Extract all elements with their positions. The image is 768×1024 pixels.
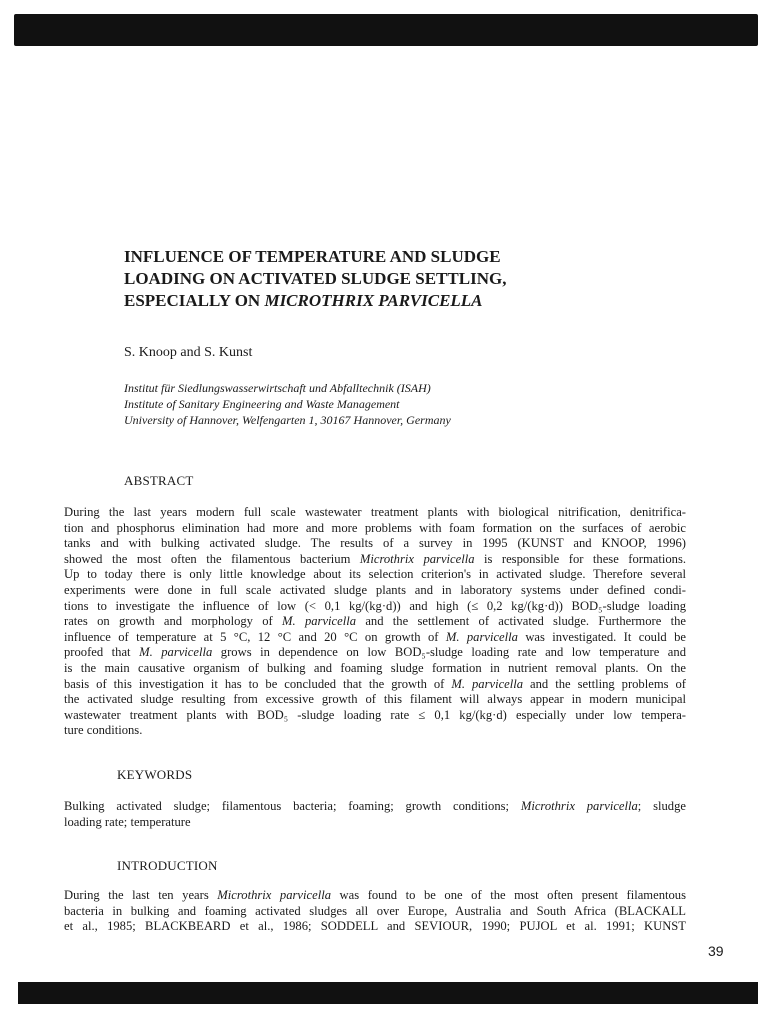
affiliation-line-3: University of Hannover, Welfengarten 1, 30167 Hannover, Germany [124, 413, 451, 427]
keywords-text: ; sludge [637, 799, 686, 813]
bottom-scan-bar [18, 982, 758, 1004]
affiliation-line-1: Institut für Siedlungswasserwirtschaft und Abfalltechnik (ISAH) [124, 381, 431, 395]
abstract-line [64, 630, 686, 646]
paper-title [124, 246, 644, 312]
keywords-line [64, 799, 686, 815]
abstract-text: and the settlement of activated sludge. Furthermore the [356, 614, 686, 629]
abstract-line: Up to today there is only little knowledge about its selection criterion's in activated sludge. Therefore several [64, 567, 686, 582]
keywords-species: Microthrix parvicella [520, 799, 638, 813]
affiliation-line-2: Institute of Sanitary Engineering and Waste Management [124, 397, 400, 411]
abstract-text: showed the most often the filamentous bacterium [64, 551, 360, 566]
abstract-text: rates on growth and morphology of [64, 614, 283, 629]
abstract-text: was investigated. It could be [517, 629, 687, 644]
introduction-line [64, 888, 686, 904]
abstract-line [64, 677, 686, 693]
abstract-species: M. parvicella [451, 676, 524, 691]
title-line-2: LOADING ON ACTIVATED SLUDGE SETTLING, [124, 269, 507, 288]
keywords-line: loading rate; temperature [64, 814, 191, 829]
abstract-line [64, 645, 686, 661]
abstract-line: wastewater treatment plants with BOD₅ -sludge loading rate ≤ 0,1 kg/(kg·d) especially under low tempera- [64, 707, 686, 722]
abstract-line: tion and phosphorus elimination had more and more problems with foam formation on the surfaces of aerobic [64, 520, 686, 535]
abstract-text: is responsible for these formations. [474, 551, 686, 566]
introduction-body [64, 888, 686, 935]
abstract-species: Microthrix parvicella [359, 551, 475, 566]
abstract-text: and the settling problems of [523, 676, 686, 691]
title-line-3-prefix: ESPECIALLY ON [124, 291, 265, 310]
abstract-species: M. parvicella [282, 614, 357, 629]
abstract-text: grows in dependence on low BOD₅-sludge loading rate and low temperature and [212, 645, 686, 660]
keywords-text: Bulking activated sludge; filamentous bacteria; foaming; growth conditions; [64, 799, 521, 813]
abstract-species: M. parvicella [139, 645, 213, 660]
abstract-line: tanks and with bulking activated sludge. The results of a survey in 1995 (KUNST and KNOOP, 1996) [64, 536, 686, 551]
abstract-text: influence of temperature at 5 °C, 12 °C and 20 °C on growth of [64, 629, 446, 644]
introduction-text: During the last ten years [64, 888, 218, 902]
title-line-1: INFLUENCE OF TEMPERATURE AND SLUDGE [124, 247, 501, 266]
title-line-3-italic: MICROTHRIX PARVICELLA [264, 291, 483, 310]
abstract-line [64, 552, 686, 568]
affiliation [124, 380, 644, 428]
abstract-line: experiments were done in full scale activated sludge plants and in laboratory systems under defined condi- [64, 582, 686, 597]
abstract-body [64, 505, 686, 739]
abstract-line: During the last years modern full scale wastewater treatment plants with biological nitrification, denitrifica- [64, 505, 686, 519]
authors: S. Knoop and S. Kunst [124, 345, 253, 360]
title-line-3 [124, 290, 644, 312]
abstract-line: tions to investigate the influence of low (< 0,1 kg/(kg·d)) and high (≤ 0,2 kg/(kg·d)) BOD₅-sludge loading [64, 598, 686, 613]
introduction-line: et al., 1985; BLACKBEARD et al., 1986; SODDELL and SEVIOUR, 1990; PUJOL et al. 1991; KUNST [64, 919, 686, 934]
abstract-line: ture conditions. [64, 723, 143, 738]
introduction-line: bacteria in bulking and foaming activated sludges all over Europe, Australia and South Africa (BLACKALL [64, 903, 686, 918]
abstract-text: proofed that [64, 645, 140, 660]
abstract-line [64, 614, 686, 630]
top-scan-bar [14, 14, 758, 46]
abstract-text: basis of this investigation it has to be concluded that the growth of [64, 676, 452, 691]
abstract-species: M. parvicella [445, 629, 518, 644]
page-number: 39 [708, 943, 724, 959]
keywords-heading: KEYWORDS [117, 767, 193, 782]
introduction-text: was found to be one of the most often present filamentous [331, 888, 686, 902]
abstract-line: the activated sludge resulting from excessive growth of this filament will always appear in modern municipal [64, 692, 686, 707]
abstract-heading: ABSTRACT [124, 473, 194, 488]
abstract-line: is the main causative organism of bulking and foaming sludge formation in nutrient removal plants. On the [64, 660, 686, 675]
introduction-species: Microthrix parvicella [217, 888, 331, 902]
keywords-body [64, 799, 686, 830]
introduction-heading: INTRODUCTION [117, 858, 218, 873]
